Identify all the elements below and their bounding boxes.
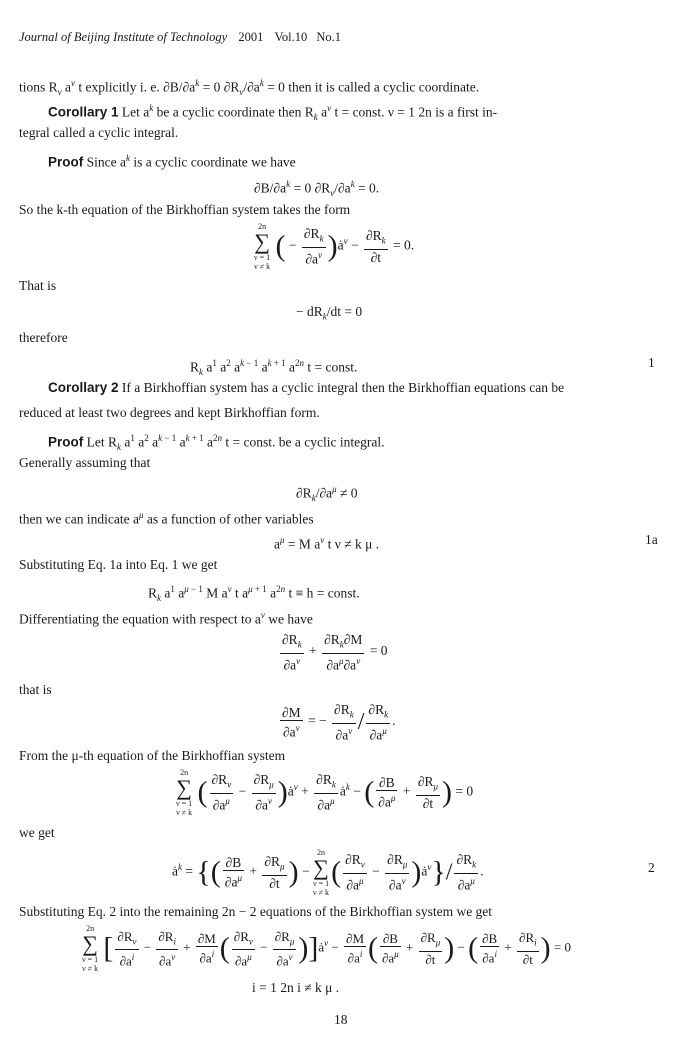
paragraph-line: Differentiating the equation with respect to $a^\nu$ we have <box>19 610 313 627</box>
corollary-1: Corollary 1 Let $a^k$ be a cyclic coordinate then $R_k$ $a^\nu$ t = const. ν = 1 2n is a first in- <box>48 103 498 123</box>
corollary-2-label: Corollary 2 <box>48 380 119 395</box>
paragraph-line: we get <box>19 825 55 840</box>
paragraph-line: That is <box>19 278 57 293</box>
paragraph-line: reduced at least two degrees and kept Birkhoffian form. <box>19 405 320 420</box>
proof-2: Proof Let $R_k$ $a^1$ $a^2$ $a^{k - 1}$ $a^{k + 1}$ $a^{2n}$ t = const. be a cyclic integral. <box>48 433 385 453</box>
equation-kth: 2n ∑ ν = 1 ν ≠ k ( − $\frac{\partial R_k}{\partial a^\nu}$ )$ȧ^\nu$ − $\frac{\partial R_k}{\partial t}$ = 0. <box>254 222 415 271</box>
paragraph-line: tegral called a cyclic integral. <box>19 125 179 140</box>
equation-1a: $a^\mu = M$ $a^\nu$ t ν ≠ k μ . <box>274 535 380 552</box>
paragraph-line: then we can indicate $a^\mu$ as a function of other variables <box>19 510 314 527</box>
paragraph-line: Substituting Eq. 1a into Eq. 1 we get <box>19 557 218 572</box>
equation-cyclic: $\partial B/\partial a^k = 0$ $\partial R_\nu/\partial a^k = 0$. <box>254 179 380 199</box>
equation-remaining: 2n ∑ ν = 1 ν ≠ k [ $\frac{\partial R_\nu}{\partial a^i}$ − $\frac{\partial R_i}{\partial a^\nu}$ + $\frac{\partial M}{\partial a^i}$ ( $\frac{\partial R_\nu}{\partial a^\mu}$ − $\frac{\partial R_\mu}{\partial a^\nu}$ )]$ȧ^\nu$ − $\frac{\partial M}{\partial a^i}$ ( $\frac{\partial B}{\partial a^\mu}$ + $\frac{\partial R_\mu}{\partial t}$ ) − ( $\frac{\partial B}{\partial a^i}$ + $\frac{\partial R_i}{\partial t}$ ) = 0 <box>82 924 571 973</box>
paragraph-line: tions $R_\nu$ $a^\nu$ t explicitly i. e. $\partial B/\partial a^k = 0$ $\partial R_\nu/\partial a^k = 0$ then it is called a cyclic coordinate. <box>19 78 480 98</box>
equation-h: $R_k$ $a^1$ $a^{\mu - 1}$ M $a^\nu$ t $a^{\mu + 1}$ $a^{2n}$ t ≡ h = const. <box>148 584 360 604</box>
equation-condition: i = 1 2n i ≠ k μ . <box>252 980 340 995</box>
equation-derivative: $\frac{\partial R_k}{\partial a^\nu}$ + $\frac{\partial R_k\partial M}{\partial a^\mu\partial a^\nu}$ = 0 <box>282 632 388 673</box>
equation-number: 1 <box>648 355 655 370</box>
equation-2: $ȧ^k$ = {( $\frac{\partial B}{\partial a^\mu}$ + $\frac{\partial R_\mu}{\partial t}$ ) − 2n ∑ ν = 1 ν ≠ k ( $\frac{\partial R_\nu}{\partial a^\mu}$ − $\frac{\partial R_\mu}{\partial a^\nu}$ )$ȧ^\nu\}/$ $\frac{\partial R_k}{\partial a^\mu}$ . <box>172 848 484 897</box>
journal-name: Journal of Beijing Institute of Technology <box>19 30 228 44</box>
page-number: 18 <box>334 1012 348 1027</box>
equation-number: 1a <box>645 532 658 547</box>
equation-number: 2 <box>648 860 655 875</box>
paragraph-line: that is <box>19 682 52 697</box>
paragraph-line: From the μ-th equation of the Birkhoffian system <box>19 748 286 763</box>
running-header <box>19 29 341 45</box>
corollary-1-label: Corollary 1 <box>48 104 119 120</box>
corollary-2: Corollary 2 If a Birkhoffian system has a cyclic integral then the Birkhoffian equations can be <box>48 380 565 395</box>
proof-label: Proof <box>48 154 84 170</box>
paragraph-line: Generally assuming that <box>19 455 151 470</box>
equation-nonzero: $\partial R_k/\partial a^\mu \ne 0$ <box>296 484 358 504</box>
journal-year: 2001 <box>238 30 264 44</box>
journal-volume: Vol.10 <box>274 30 308 44</box>
paragraph-line: Substituting Eq. 2 into the remaining 2n − 2 equations of the Birkhoffian system we get <box>19 904 493 919</box>
equation-dR: − $dR_k/dt = 0$ <box>296 304 363 322</box>
proof-label: Proof <box>48 434 84 450</box>
journal-number: No.1 <box>316 30 341 44</box>
paragraph-line: therefore <box>19 330 68 345</box>
proof-1: Proof Since $a^k$ is a cyclic coordinate we have <box>48 153 296 170</box>
equation-1: $R_k$ $a^1$ $a^2$ $a^{k - 1}$ $a^{k + 1}$ $a^{2n}$ t = const. <box>190 358 358 378</box>
equation-dM: $\frac{\partial M}{\partial a^\nu}$ = − $\frac{\partial R_k}{\partial a^\nu}$ / $\frac{\partial R_k}{\partial a^\mu}$ . <box>282 702 396 743</box>
equation-mu-th: 2n ∑ ν = 1 ν ≠ k ( $\frac{\partial R_\nu}{\partial a^\mu}$ − $\frac{\partial R_\mu}{\partial a^\nu}$ )$ȧ^\nu$ + $\frac{\partial R_k}{\partial a^\mu}$ $ȧ^k$ − ( $\frac{\partial B}{\partial a^\mu}$ + $\frac{\partial R_\mu}{\partial t}$ ) = 0 <box>176 768 474 817</box>
paragraph-line: So the k-th equation of the Birkhoffian system takes the form <box>19 202 351 217</box>
